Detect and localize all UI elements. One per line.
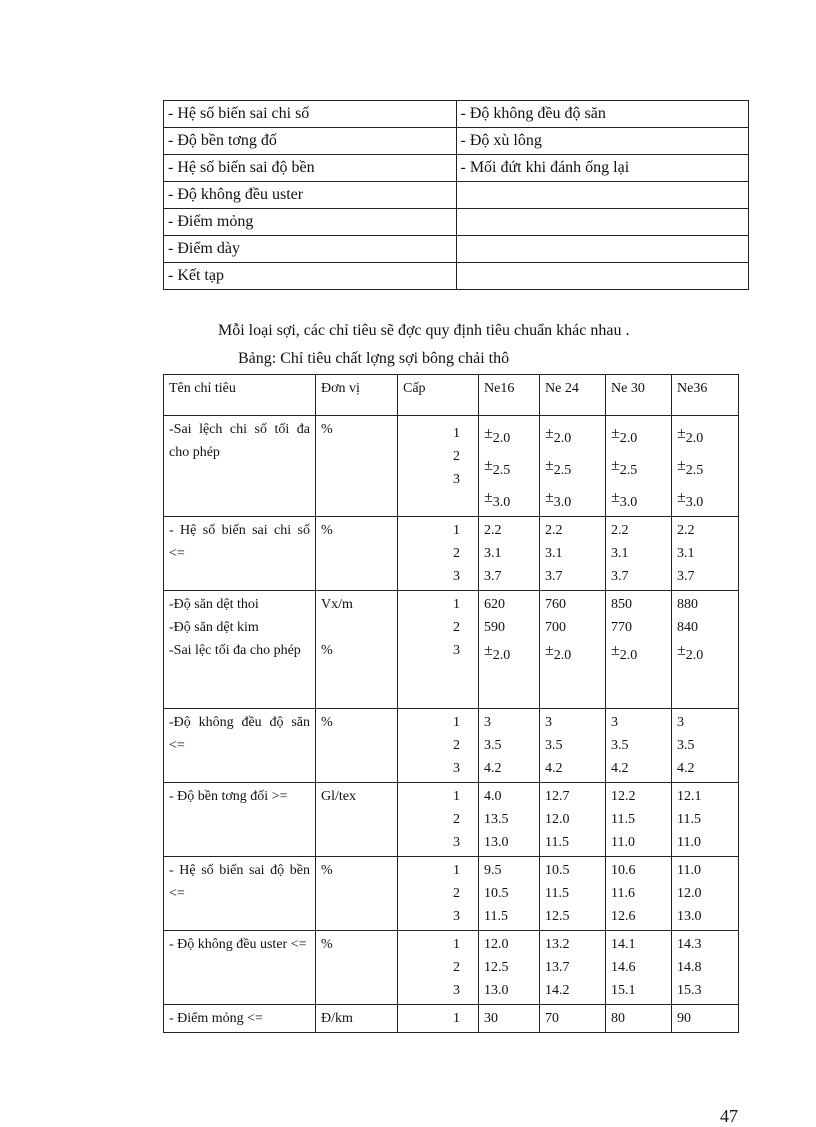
- table-cell: -Sai lệch chi số tối đa cho phép: [164, 416, 316, 517]
- table-cell: [672, 931, 739, 1005]
- cell-line: ±2.0: [611, 642, 638, 663]
- cell-line: 11.5: [677, 812, 701, 827]
- cell-line: ±2.0: [484, 425, 511, 446]
- table-cell: [456, 182, 749, 209]
- cell-line: 15.3: [677, 983, 702, 998]
- table-cell: 1: [398, 1005, 479, 1033]
- cell-line: 13.0: [484, 835, 509, 850]
- table-cell: [479, 931, 540, 1005]
- cell-line: 12.5: [545, 909, 570, 924]
- table-row: [164, 155, 749, 182]
- cell-line: 2.2: [677, 523, 695, 538]
- cell-line: 3: [611, 715, 618, 730]
- table-cell: [606, 416, 672, 517]
- cell-line: ±2.0: [611, 425, 638, 446]
- cell-line: ±3.0: [677, 489, 704, 510]
- table-header-row: [164, 375, 739, 416]
- table-cell: - Kết tạp: [164, 263, 457, 290]
- cell-line: 12.6: [611, 909, 636, 924]
- cell-line: 11.5: [611, 812, 635, 827]
- table-row: [164, 236, 749, 263]
- cell-line: ±3.0: [611, 489, 638, 510]
- table-cell: - Độ bền tơng đố: [164, 128, 457, 155]
- cell-line: 840: [677, 620, 698, 635]
- cell-line: 3.5: [484, 738, 502, 753]
- table-cell: [672, 517, 739, 591]
- cell-line: 13.0: [484, 983, 509, 998]
- table-cell: %: [316, 709, 398, 783]
- table-cell: [479, 857, 540, 931]
- table-cell: [606, 591, 672, 709]
- cell-line: 15.1: [611, 983, 636, 998]
- table-cell: %: [316, 857, 398, 931]
- table-cell: [540, 931, 606, 1005]
- table-row: [164, 783, 739, 857]
- table-cell: [479, 1005, 540, 1033]
- table-row: [164, 101, 749, 128]
- cell-line: 3.7: [545, 569, 563, 584]
- cell-line: ±2.5: [611, 457, 638, 478]
- table-cell: - Độ xù lông: [456, 128, 749, 155]
- cell-line: 12.0: [545, 812, 570, 827]
- cell-line: 3.7: [677, 569, 695, 584]
- cell-line: 12.2: [611, 789, 636, 804]
- column-header: Cấp: [398, 375, 479, 416]
- table-cell: - Độ không đều uster <=: [164, 931, 316, 1005]
- table-cell: 1 2 3: [398, 857, 479, 931]
- cell-line: 9.5: [484, 863, 502, 878]
- table-cell: 1 2 3: [398, 931, 479, 1005]
- column-header: Tên chỉ tiêu: [164, 375, 316, 416]
- cell-line: 850: [611, 597, 632, 612]
- cell-line: 11.0: [677, 835, 701, 850]
- table-cell: - Hệ số biến sai chi số: [164, 101, 457, 128]
- table-cell: %: [316, 416, 398, 517]
- cell-line: 3.7: [611, 569, 629, 584]
- table-cell: -Độ săn dệt thoi -Độ săn dệt kim -Sai lệc tối đa cho phép: [164, 591, 316, 709]
- table-cell: [479, 517, 540, 591]
- table-cell: [540, 709, 606, 783]
- table-row: [164, 128, 749, 155]
- table-cell: [456, 263, 749, 290]
- cell-line: ±3.0: [545, 489, 572, 510]
- cell-line: 30: [484, 1011, 498, 1026]
- table-cell: [672, 591, 739, 709]
- column-header: Ne 24: [540, 375, 606, 416]
- table-cell: - Hệ số biến sai độ bền <=: [164, 857, 316, 931]
- table-cell: [606, 517, 672, 591]
- table-cell: - Điểm mỏng: [164, 209, 457, 236]
- table-cell: Vx/m %: [316, 591, 398, 709]
- cell-line: 3.7: [484, 569, 502, 584]
- cell-line: 12.1: [677, 789, 702, 804]
- cell-line: 12.0: [677, 886, 702, 901]
- table-row: [164, 416, 739, 517]
- table-cell: 1 2 3: [398, 783, 479, 857]
- table-cell: [672, 416, 739, 517]
- table-cell: [479, 783, 540, 857]
- table-cell: [606, 931, 672, 1005]
- table-cell: [606, 1005, 672, 1033]
- cell-line: 90: [677, 1011, 691, 1026]
- yarn-spec-table: [163, 374, 739, 1033]
- column-header: Ne16: [479, 375, 540, 416]
- cell-line: 3.1: [484, 546, 502, 561]
- table-cell: [540, 591, 606, 709]
- cell-line: 10.6: [611, 863, 636, 878]
- table-cell: - Độ không đều uster: [164, 182, 457, 209]
- cell-line: 2.2: [611, 523, 629, 538]
- table-cell: 1 2 3: [398, 709, 479, 783]
- page-number: 47: [720, 1106, 738, 1126]
- cell-line: 590: [484, 620, 505, 635]
- cell-line: 3.1: [677, 546, 695, 561]
- table-cell: - Hệ số biến sai độ bền: [164, 155, 457, 182]
- table-cell: [672, 1005, 739, 1033]
- cell-line: 3: [545, 715, 552, 730]
- table-row: [164, 209, 749, 236]
- table-cell: [606, 857, 672, 931]
- cell-line: 13.2: [545, 937, 570, 952]
- cell-line: 14.1: [611, 937, 636, 952]
- table-row: [164, 591, 739, 709]
- cell-line: 14.8: [677, 960, 702, 975]
- table-cell: [479, 709, 540, 783]
- cell-line: 13.5: [484, 812, 509, 827]
- cell-line: 3.5: [611, 738, 629, 753]
- table-caption: Bảng: Chỉ tiêu chất lợng sợi bông chải thô: [238, 350, 510, 367]
- cell-line: 3.5: [677, 738, 695, 753]
- table-cell: -Độ không đều độ săn <=: [164, 709, 316, 783]
- table-cell: 1 2 3: [398, 517, 479, 591]
- table-cell: - Điểm dày: [164, 236, 457, 263]
- cell-line: 3.1: [545, 546, 563, 561]
- intro-paragraph: Mỗi loại sợi, các chỉ tiêu sẽ đợc quy định tiêu chuẩn khác nhau .: [218, 322, 630, 339]
- table-cell: 1 2 3: [398, 591, 479, 709]
- cell-line: 3: [484, 715, 491, 730]
- cell-line: 2.2: [545, 523, 563, 538]
- cell-line: ±2.0: [677, 425, 704, 446]
- cell-line: 11.5: [545, 886, 569, 901]
- table-cell: [456, 209, 749, 236]
- cell-line: 13.0: [677, 909, 702, 924]
- cell-line: ±3.0: [484, 489, 511, 510]
- cell-line: 880: [677, 597, 698, 612]
- column-header: Ne36: [672, 375, 739, 416]
- table-cell: [540, 783, 606, 857]
- cell-line: 14.3: [677, 937, 702, 952]
- table-cell: [540, 1005, 606, 1033]
- cell-line: 3: [677, 715, 684, 730]
- cell-line: 12.7: [545, 789, 570, 804]
- table-cell: [479, 416, 540, 517]
- table-cell: Gl/tex: [316, 783, 398, 857]
- cell-line: 4.2: [677, 761, 695, 776]
- cell-line: 4.2: [611, 761, 629, 776]
- cell-line: 2.2: [484, 523, 502, 538]
- cell-line: 11.0: [611, 835, 635, 850]
- table-cell: [672, 857, 739, 931]
- cell-line: ±2.0: [545, 642, 572, 663]
- cell-line: 3.5: [545, 738, 563, 753]
- cell-line: 80: [611, 1011, 625, 1026]
- table-cell: %: [316, 931, 398, 1005]
- table-cell: [606, 709, 672, 783]
- cell-line: 11.5: [484, 909, 508, 924]
- column-header: Ne 30: [606, 375, 672, 416]
- column-header: Đơn vị: [316, 375, 398, 416]
- cell-line: 11.0: [677, 863, 701, 878]
- table-cell: Đ/km: [316, 1005, 398, 1033]
- cell-line: 12.0: [484, 937, 509, 952]
- cell-line: 11.5: [545, 835, 569, 850]
- cell-line: 70: [545, 1011, 559, 1026]
- cell-line: 760: [545, 597, 566, 612]
- table-row: [164, 182, 749, 209]
- table-cell: [540, 857, 606, 931]
- cell-line: 14.2: [545, 983, 570, 998]
- cell-line: 10.5: [484, 886, 509, 901]
- table-cell: [540, 517, 606, 591]
- table-cell: [456, 236, 749, 263]
- cell-line: 14.6: [611, 960, 636, 975]
- cell-line: ±2.0: [484, 642, 511, 663]
- cell-line: 4.2: [545, 761, 563, 776]
- table-cell: [672, 709, 739, 783]
- table-cell: - Mối đứt khi đánh ống lại: [456, 155, 749, 182]
- cell-line: 11.6: [611, 886, 635, 901]
- table-cell: [540, 416, 606, 517]
- table-row: [164, 1005, 739, 1033]
- table-cell: - Độ bền tơng đối >=: [164, 783, 316, 857]
- cell-line: 3.1: [611, 546, 629, 561]
- cell-line: ±2.0: [545, 425, 572, 446]
- table-row: [164, 931, 739, 1005]
- cell-line: 4.2: [484, 761, 502, 776]
- table-cell: [606, 783, 672, 857]
- table-cell: - Điểm mỏng <=: [164, 1005, 316, 1033]
- cell-line: ±2.5: [484, 457, 511, 478]
- cell-line: 13.7: [545, 960, 570, 975]
- quality-criteria-list-table: [163, 100, 749, 290]
- cell-line: 620: [484, 597, 505, 612]
- table-cell: %: [316, 517, 398, 591]
- cell-line: 12.5: [484, 960, 509, 975]
- table-cell: - Độ không đều độ săn: [456, 101, 749, 128]
- cell-line: ±2.0: [677, 642, 704, 663]
- table-row: [164, 517, 739, 591]
- table-cell: [479, 591, 540, 709]
- cell-line: 770: [611, 620, 632, 635]
- table-row: [164, 709, 739, 783]
- cell-line: 4.0: [484, 789, 502, 804]
- table-row: [164, 263, 749, 290]
- cell-line: ±2.5: [677, 457, 704, 478]
- cell-line: ±2.5: [545, 457, 572, 478]
- table-cell: 1 2 3: [398, 416, 479, 517]
- cell-line: 10.5: [545, 863, 570, 878]
- table-cell: - Hệ số biến sai chi số <=: [164, 517, 316, 591]
- cell-line: 700: [545, 620, 566, 635]
- table-cell: [672, 783, 739, 857]
- table-row: [164, 857, 739, 931]
